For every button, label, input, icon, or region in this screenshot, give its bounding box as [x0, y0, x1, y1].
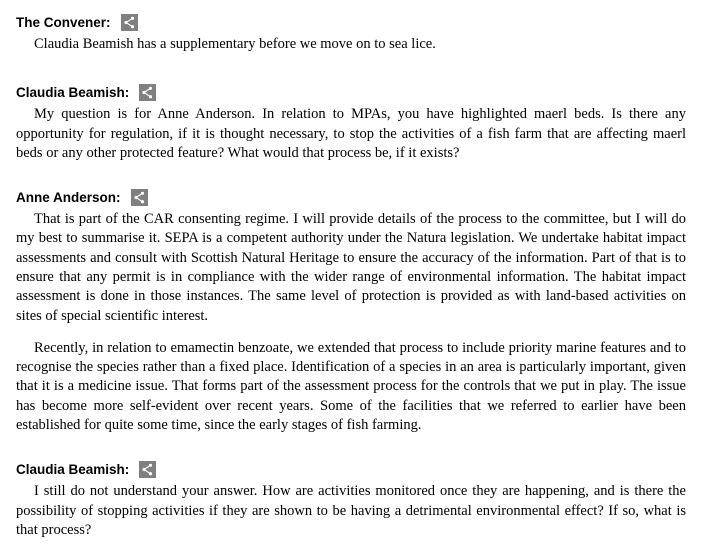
- speaker-name: Claudia Beamish:: [16, 462, 130, 478]
- transcript-entry: [16, 189, 686, 435]
- speaker-line: [16, 461, 686, 478]
- spacer: [16, 435, 686, 461]
- speaker-name: Claudia Beamish:: [16, 85, 130, 101]
- paragraph: I still do not understand your answer. How are activities monitored once they are happening, and is there the possibility of stopping activities if they are shown to be having a detrimental environmental effect? If so, what is that process?: [16, 483, 686, 538]
- spacer: [16, 54, 686, 84]
- paragraph: That is part of the CAR consenting regime. I will provide details of the process to the committee, but I will do my best to summarise it. SEPA is a competent authority under the Natura legislation. We undertake habitat impact assessments and consult with Scottish Natural Heritage to ensure the accuracy of the information. Part of that is to ensure that any permit is in compliance with the wider range of environmental information. The habitat impact assessment is done in those instances. The same level of protection is provided as with land-based activities on sites of special scientific interest.: [16, 211, 686, 324]
- speaker-line: [16, 189, 686, 206]
- transcript-entry: [16, 84, 686, 163]
- speaker-line: [16, 14, 686, 31]
- share-icon[interactable]: [139, 84, 156, 101]
- transcript-entry: [16, 14, 686, 54]
- transcript-entry: [16, 461, 686, 540]
- speaker-name: The Convener:: [16, 15, 111, 30]
- share-icon[interactable]: [131, 189, 148, 206]
- share-icon[interactable]: [139, 461, 156, 478]
- spacer: [16, 163, 686, 189]
- paragraph: My question is for Anne Anderson. In relation to MPAs, you have highlighted maerl beds. Is there any opportunity for regulation, if it is thought necessary, to stop the activities of a fish farm that are affecting maerl beds or any other protected feature? What would that process be, if it exists?: [16, 106, 686, 161]
- paragraph: Recently, in relation to emamectin benzoate, we extended that process to include priority marine features and to recognise the species rather than a fixed place. Identification of a species in an area is particularly important, given that it is a medicine issue. That forms part of the assessment process for the controls that we put in play. The issue has become more self-evident over recent years. Some of the facilities that we referred to earlier have been established for quite some time, since the early stages of fish farming.: [16, 339, 686, 433]
- paragraph: Claudia Beamish has a supplementary before we move on to sea lice.: [34, 36, 436, 52]
- speaker-name: Anne Anderson:: [16, 190, 121, 206]
- share-icon[interactable]: [121, 14, 138, 31]
- speaker-line: [16, 84, 686, 101]
